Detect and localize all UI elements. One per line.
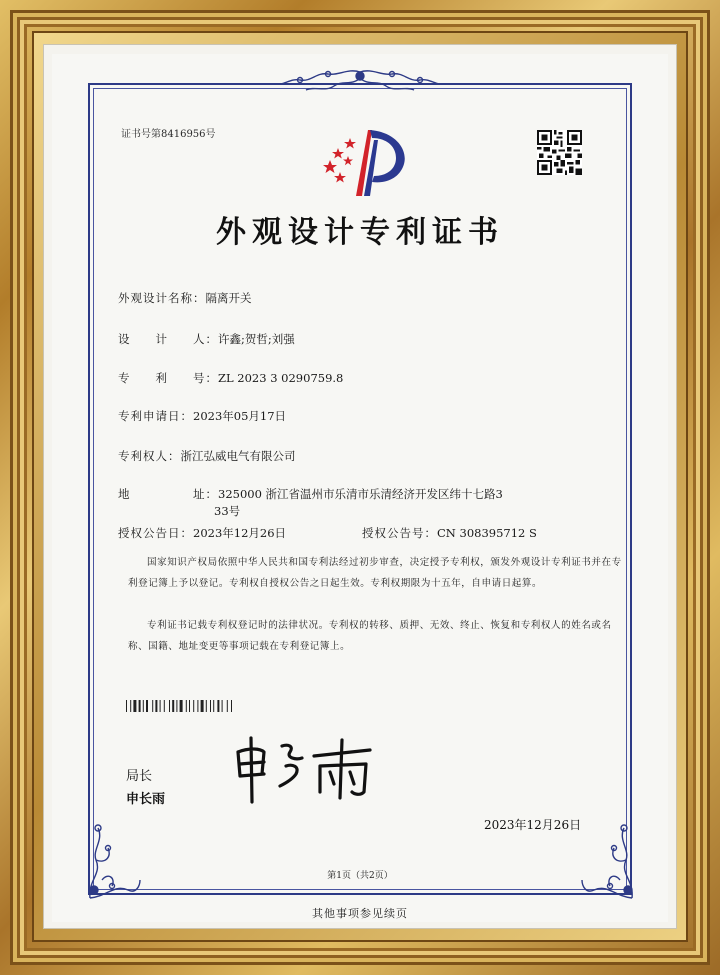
- address-label: 地 址：: [118, 487, 218, 501]
- announce-date-label: 授权公告日：: [118, 526, 193, 540]
- design-name-label: 外观设计名称：: [118, 291, 206, 305]
- design-name-value: 隔离开关: [205, 291, 252, 305]
- handwritten-signature: [230, 732, 380, 807]
- body-paragraph-1: 国家知识产权局依照中华人民共和国专利法经过初步审查，决定授予专利权，颁发外观设计专利证书并在专利登记簿上予以登记。专利权自授权公告之日起生效。专利权期限为十五年，自申请日起算。: [128, 557, 622, 589]
- field-announce-date: [118, 525, 286, 541]
- director-title: 局长: [126, 769, 153, 784]
- body-paragraph-2: 专利证书记载专利权登记时的法律状况。专利权的转移、质押、无效、终止、恢复和专利权人的姓名或名称、国籍、地址变更等事项记载在专利登记簿上。: [128, 620, 612, 652]
- page-number: 第1页（共2页）: [327, 871, 393, 881]
- designer-label: 设 计 人：: [118, 332, 218, 346]
- certificate-number: 证书号第8416956号: [121, 129, 216, 140]
- qr-code-icon: [537, 130, 582, 175]
- patent-number-value: ZL 2023 3 0290759.8: [218, 371, 344, 385]
- certificate-title: 外观设计专利证书: [216, 215, 504, 250]
- patentee-label: 专利权人：: [118, 449, 181, 463]
- field-patent-number: [118, 370, 343, 386]
- field-announce-number: [362, 525, 537, 541]
- issue-date: 2023年12月26日: [484, 818, 582, 832]
- field-patentee: [118, 448, 296, 464]
- field-filing-date: [118, 408, 286, 424]
- top-ornament-icon: [268, 66, 452, 96]
- corner-ornament-bottom-right-icon: [580, 820, 640, 900]
- filing-date-value: 2023年05月17日: [193, 409, 287, 423]
- field-address: [118, 486, 503, 502]
- announce-number-value: CN 308395712 S: [437, 526, 537, 540]
- cnipa-logo-icon: [316, 126, 408, 198]
- patentee-value: 浙江弘威电气有限公司: [180, 449, 296, 463]
- announce-date-value: 2023年12月26日: [193, 526, 287, 540]
- field-designer: [118, 331, 295, 347]
- field-design-name: [118, 290, 252, 306]
- corner-ornament-bottom-left-icon: [82, 820, 142, 900]
- director-name: 申长雨: [126, 792, 166, 807]
- announce-number-label: 授权公告号：: [362, 526, 437, 540]
- designer-value: 许鑫;贺哲;刘强: [218, 332, 295, 346]
- patent-number-label: 专 利 号：: [118, 371, 218, 385]
- field-address-cont: [214, 503, 240, 519]
- filing-date-label: 专利申请日：: [118, 409, 193, 423]
- barcode-icon: [126, 700, 294, 712]
- address-line-1: 325000 浙江省温州市乐清市乐清经济开发区纬十七路3: [218, 487, 503, 501]
- address-line-2: 33号: [214, 504, 241, 518]
- footer-note: 其他事项参见续页: [312, 907, 408, 920]
